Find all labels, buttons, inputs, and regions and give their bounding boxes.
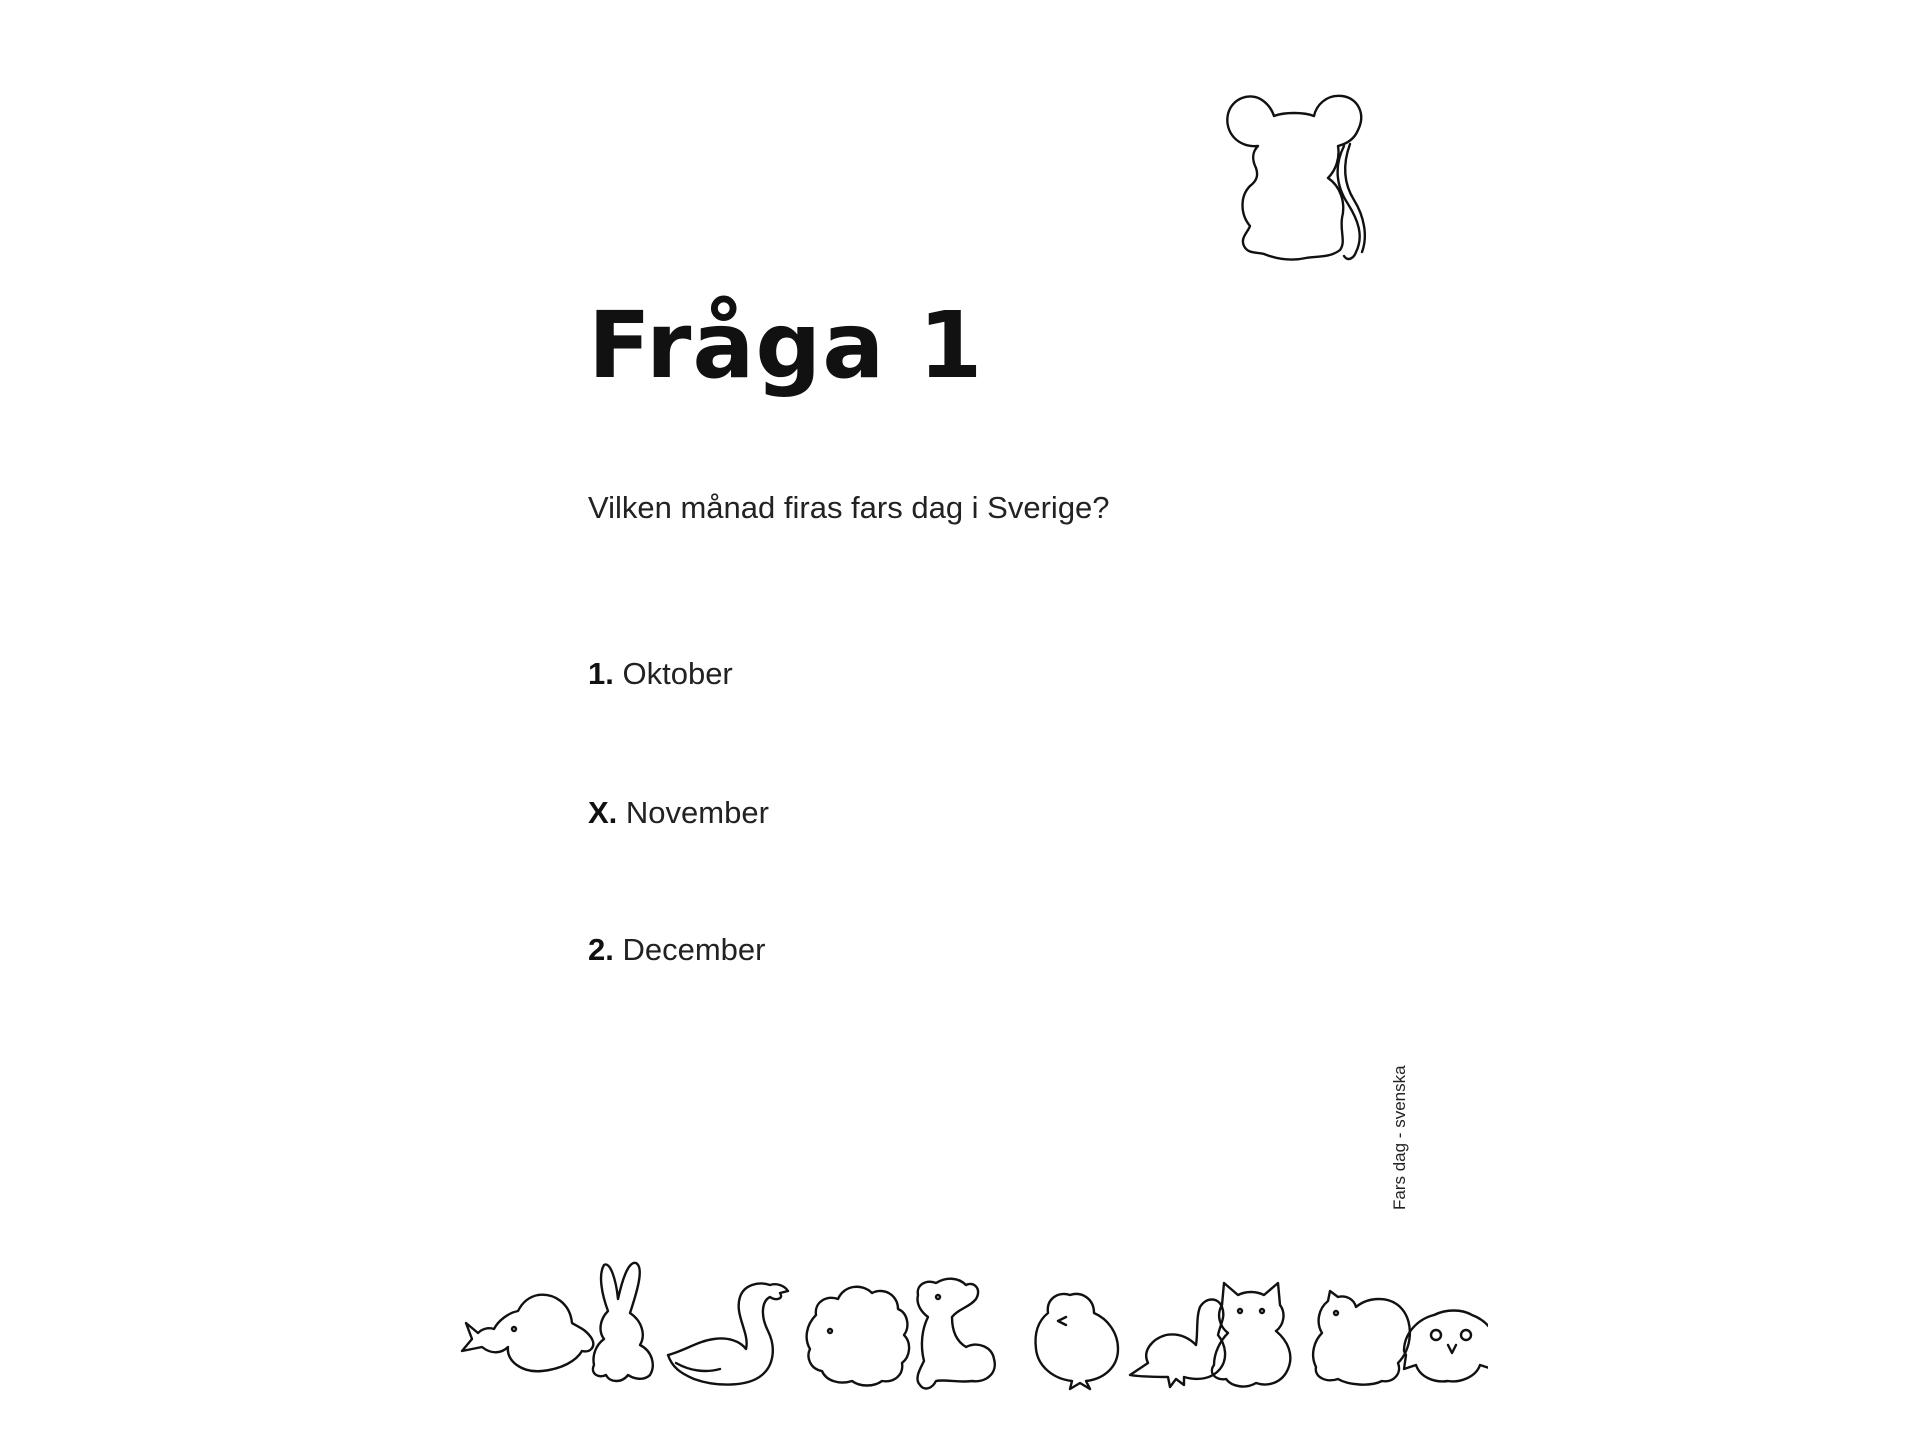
chick-outline-icon [1036,1294,1119,1389]
rabbit-outline-icon [593,1263,653,1381]
option-oktober [588,656,733,692]
side-label [1388,1050,1412,1210]
swan-outline-icon [668,1284,788,1385]
option-key: X. [588,795,618,830]
mouse-outline-icon [1218,86,1378,266]
option-november [588,795,769,831]
option-key: 2. [588,932,614,967]
squirrel-outline-icon [1313,1291,1410,1385]
option-label: November [625,795,769,830]
page-title: Fråga 1 [588,292,984,399]
ferret-outline-icon [917,1279,994,1389]
cat-outline-icon [1212,1283,1290,1386]
option-label: December [622,932,766,967]
owl-outline-icon [1404,1311,1488,1382]
option-december [588,932,765,968]
animal-border [458,1255,1488,1395]
hedgehog-outline-icon [807,1287,909,1386]
option-key: 1. [588,656,614,691]
option-label: Oktober [622,656,733,691]
question-text: Vilken månad firas fars dag i Sverige? [588,490,1110,525]
side-label-text: Fars dag - svenska [1390,1065,1409,1210]
fish-outline-icon [462,1295,593,1371]
duck-outline-icon [1130,1300,1225,1388]
